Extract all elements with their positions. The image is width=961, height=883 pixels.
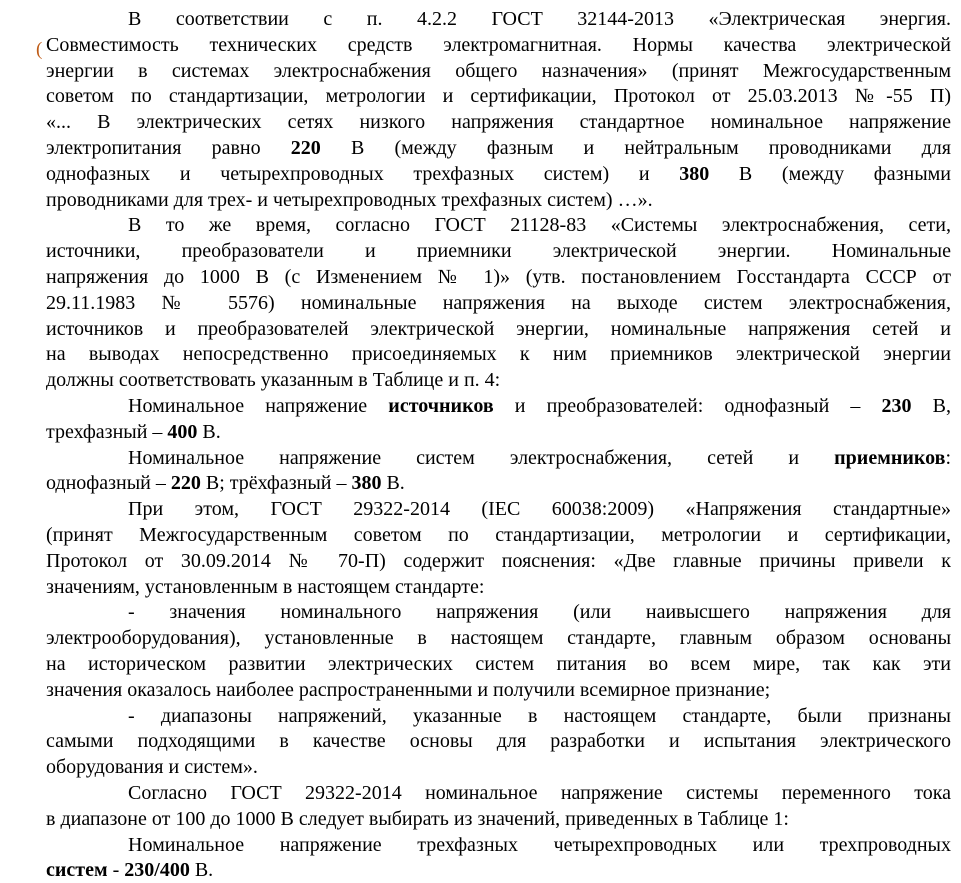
paragraph <box>46 600 951 703</box>
text-segment: В то же время, согласно ГОСТ 21128-83 «Системы электроснабжения, сети, <box>128 214 951 237</box>
bold-text-segment: 380 <box>351 472 382 495</box>
paragraph <box>46 704 951 781</box>
text-segment: В. <box>197 420 221 443</box>
paragraph <box>46 781 951 833</box>
text-segment: Протокол от 30.09.2014 № 70-П) содержит пояснения: «Две главные причины привели к <box>46 549 951 572</box>
text-line <box>46 549 951 575</box>
text-line <box>46 239 951 265</box>
text-segment: трехфазный – <box>46 420 168 443</box>
text-segment: оборудования и систем». <box>46 756 258 779</box>
text-segment: электропитания равно <box>46 136 291 159</box>
text-line <box>46 7 951 33</box>
text-segment: При этом, ГОСТ 29322-2014 (IEC 60038:2009) «Напряжения стандартные» <box>128 498 951 521</box>
text-line <box>46 317 951 343</box>
text-segment: - диапазоны напряжений, указанные в настоящем стандарте, были признаны <box>128 704 951 727</box>
text-line <box>46 729 951 755</box>
text-segment: : <box>945 446 951 469</box>
bold-text-segment: приемников <box>834 446 946 469</box>
text-segment: В. <box>189 859 214 882</box>
text-line <box>46 781 951 807</box>
bold-text-segment: 230/400 <box>124 859 190 882</box>
text-segment: и преобразователей: однофазный – <box>493 394 882 417</box>
text-line <box>46 652 951 678</box>
text-line <box>46 136 951 162</box>
text-line <box>46 59 951 85</box>
bold-text-segment: 380 <box>679 162 710 185</box>
document-body <box>46 7 951 883</box>
text-segment: Согласно ГОСТ 29322-2014 номинальное напряжение системы переменного тока <box>128 781 951 804</box>
text-segment: в диапазоне от 100 до 1000 В следует выбирать из значений, приведенных в Таблице 1: <box>46 807 789 830</box>
text-segment: однофазный – <box>46 472 171 495</box>
text-segment: В (между фазным и нейтральным проводниками для <box>320 136 951 159</box>
text-line <box>46 523 951 549</box>
text-segment: значения оказалось наиболее распространенными и получили всемирное признание; <box>46 678 771 701</box>
text-segment: «... В электрических сетях низкого напряжения стандартное номинальное напряжение <box>46 111 951 134</box>
text-line <box>46 291 951 317</box>
text-segment: проводниками для трех- и четырехпроводных трехфазных систем) …». <box>46 188 653 211</box>
text-line <box>46 265 951 291</box>
text-line <box>46 342 951 368</box>
bold-text-segment: 220 <box>290 136 321 159</box>
text-line <box>46 626 951 652</box>
text-line <box>46 755 951 781</box>
text-segment: В соответствии с п. 4.2.2 ГОСТ 32144-2013 «Электрическая энергия. <box>128 8 951 30</box>
paragraph <box>46 213 951 394</box>
text-segment: Номинальное напряжение <box>128 394 389 417</box>
text-line <box>46 213 951 239</box>
text-segment: энергии в системах электроснабжения общего назначения» (принят Межгосударственным <box>46 59 951 82</box>
text-segment: В (между фазными <box>709 162 951 185</box>
text-line <box>46 162 951 188</box>
text-line <box>46 33 951 59</box>
text-segment: напряжения до 1000 В (с Изменением № 1)» (утв. постановлением Госстандарта СССР от <box>46 265 951 288</box>
text-line <box>46 807 951 833</box>
text-segment: В, <box>911 394 951 417</box>
text-segment: советом по стандартизации, метрологии и сертификации, Протокол от 25.03.2013 №-55 П) <box>46 85 951 108</box>
text-segment: - <box>107 859 125 882</box>
bold-text-segment: 400 <box>167 420 198 443</box>
text-line <box>46 446 951 472</box>
text-line <box>46 678 951 704</box>
text-line <box>46 188 951 214</box>
paragraph <box>46 7 951 213</box>
text-segment: самыми подходящими в качестве основы для разработки и испытания электрического <box>46 730 951 753</box>
text-segment: на историческом развитии электрических систем питания во всем мире, так как эти <box>46 652 951 675</box>
paragraph <box>46 394 951 446</box>
text-line <box>46 394 951 420</box>
text-line <box>46 600 951 626</box>
stray-parenthesis-artifact: ( <box>36 39 43 60</box>
text-line <box>46 497 951 523</box>
text-segment: 29.11.1983 № 5576) номинальные напряжения на выходе систем электроснабжения, <box>46 291 951 314</box>
text-segment: Номинальное напряжение трехфазных четырехпроводных или трехпроводных <box>128 833 951 856</box>
text-segment: источники, преобразователи и приемники электрической энергии. Номинальные <box>46 240 951 263</box>
text-line <box>46 833 951 859</box>
paragraph <box>46 497 951 600</box>
text-segment: источников и преобразователей электрической энергии, номинальные напряжения сетей и <box>46 317 951 340</box>
text-line <box>46 420 951 446</box>
text-segment: электрооборудования), установленные в настоящем стандарте, главным образом основаны <box>46 627 951 650</box>
text-segment: - значения номинального напряжения (или наивысшего напряжения для <box>128 601 951 624</box>
text-line <box>46 575 951 601</box>
paragraph <box>46 446 951 498</box>
text-line <box>46 858 951 883</box>
text-segment: (принят Межгосударственным советом по стандартизации, метрологии и сертификации, <box>46 523 951 546</box>
paragraph <box>46 833 951 883</box>
bold-text-segment: 230 <box>881 394 912 417</box>
text-segment: В. <box>381 472 405 495</box>
text-line <box>46 704 951 730</box>
bold-text-segment: систем <box>46 859 108 882</box>
bold-text-segment: 220 <box>170 472 201 495</box>
text-segment: однофазных и четырехпроводных трехфазных систем) и <box>46 162 680 185</box>
text-segment: Совместимость технических средств электромагнитная. Нормы качества электрической <box>46 33 951 56</box>
text-line <box>46 471 951 497</box>
text-segment: Номинальное напряжение систем электроснабжения, сетей и <box>128 446 835 469</box>
text-segment: В; трёхфазный – <box>200 472 352 495</box>
text-segment: на выводах непосредственно присоединяемых к ним приемников электрической энергии <box>46 343 951 366</box>
text-line <box>46 110 951 136</box>
text-line <box>46 84 951 110</box>
bold-text-segment: источников <box>388 394 494 417</box>
text-segment: значениям, установленным в настоящем стандарте: <box>46 575 485 598</box>
text-line <box>46 368 951 394</box>
text-segment: должны соответствовать указанным в Таблице и п. 4: <box>46 369 501 392</box>
